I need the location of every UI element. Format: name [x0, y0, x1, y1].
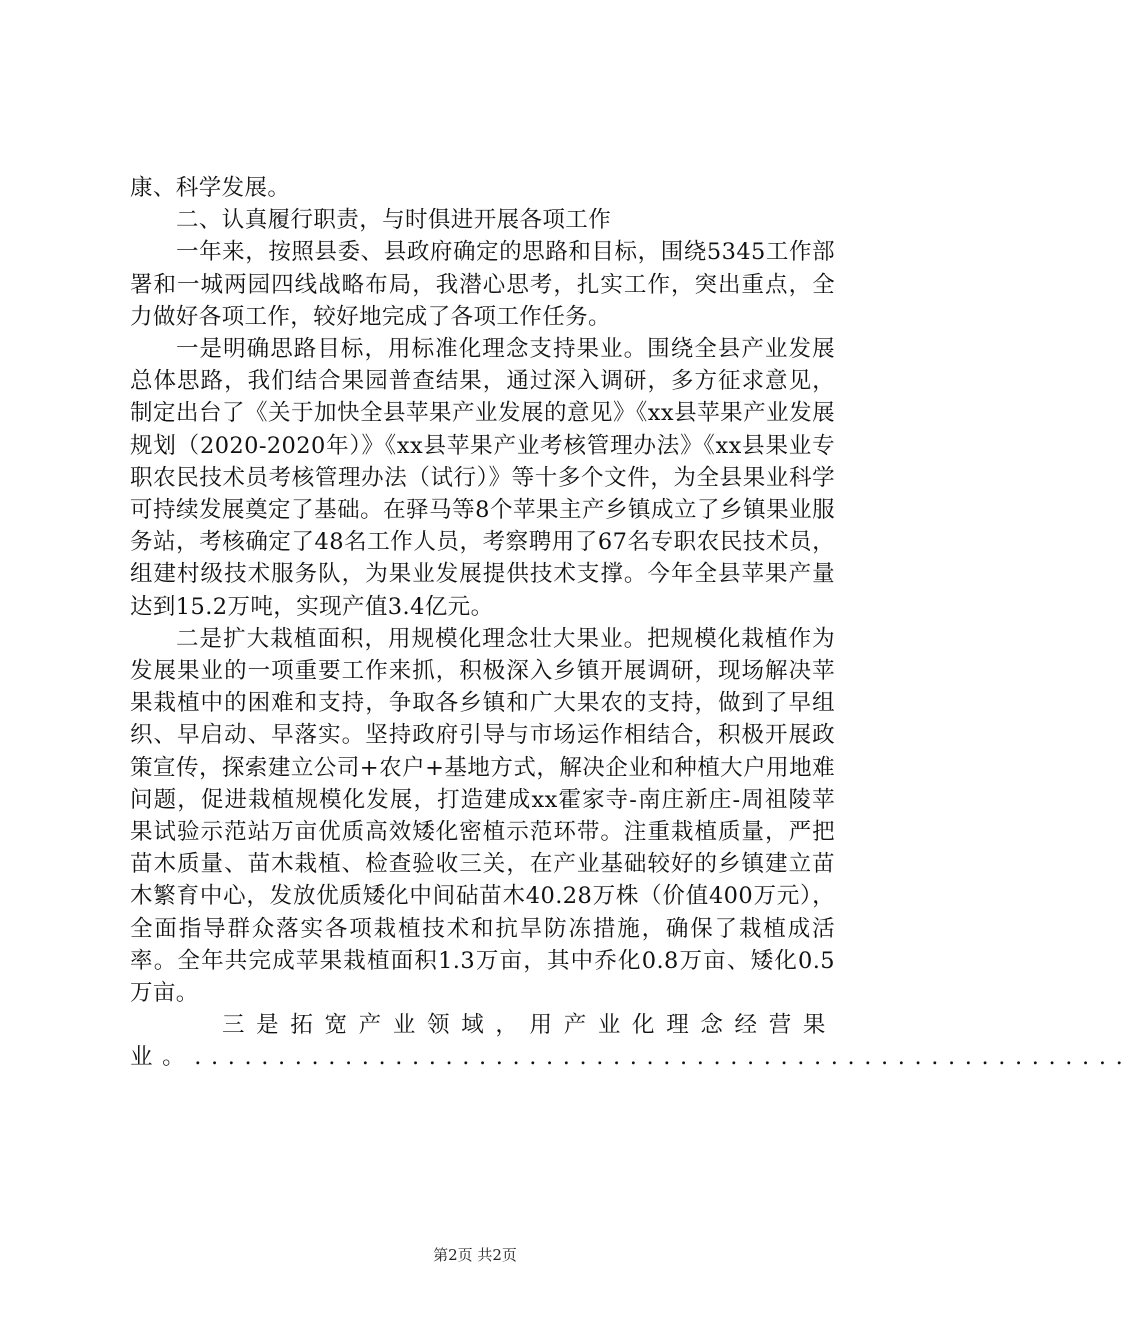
section-heading: 二、认真履行职责，与时俱进开展各项工作	[176, 207, 612, 234]
paragraph-item-three: 三是拓宽产业领域，用产业化理念经营果业。........................................................	[130, 1012, 1132, 1071]
paragraph-item-two: 二是扩大栽植面积，用规模化理念壮大果业。把规模化栽植作为发展果业的一项重要工作来抓，积极深入乡镇开展调研，现场解决苹果栽植中的困难和支持，争取各乡镇和广大果农的支持，做到了早组织、早启动、早落实。坚持政府引导与市场运作相结合，积极开展政策宣传，探索建立公司+农户+基地方式，解决企业和种植大户用地难问题，促进栽植规模化发展，打造建成xx霍家寺-南庄新庄-周祖陵苹果试验示范站万亩优质高效矮化密植示范环带。注重栽植质量，严把苗木质量、苗木栽植、检查验收三关，在产业基础较好的乡镇建立苗木繁育中心，发放优质矮化中间砧苗木40.28万株（价值400万元），全面指导群众落实各项栽植技术和抗旱防冻措施，确保了栽植成活率。全年共完成苹果栽植面积1.3万亩，其中乔化0.8万亩、矮化0.5万亩。	[130, 625, 835, 1007]
document-body	[130, 172, 1132, 1074]
paragraph-intro: 一年来，按照县委、县政府确定的思路和目标，围绕5345工作部署和一城两园四线战略布局，我潜心思考，扎实工作，突出重点，全力做好各项工作，较好地完成了各项工作任务。	[130, 239, 835, 330]
paragraph-continuation: 康、科学发展。	[130, 175, 291, 201]
paragraph-item-one: 一是明确思路目标，用标准化理念支持果业。围绕全县产业发展总体思路，我们结合果园普查结果，通过深入调研，多方征求意见，制定出台了《关于加快全县苹果产业发展的意见》《xx县苹果产业发展规划（2020-2020年）》《xx县苹果产业考核管理办法》《xx县果业专职农民技术员考核管理办法（试行）》等十多个文件，为全县果业科学可持续发展奠定了基础。在驿马等8个苹果主产乡镇成立了乡镇果业服务站，考核确定了48名工作人员，考察聘用了67名专职农民技术员，组建村级技术服务队，为果业发展提供技术支撑。今年全县苹果产量达到15.2万吨，实现产值3.4亿元。	[130, 336, 835, 620]
page-number-indicator: 第2页 共2页	[433, 1246, 517, 1264]
page-footer	[0, 1244, 950, 1265]
